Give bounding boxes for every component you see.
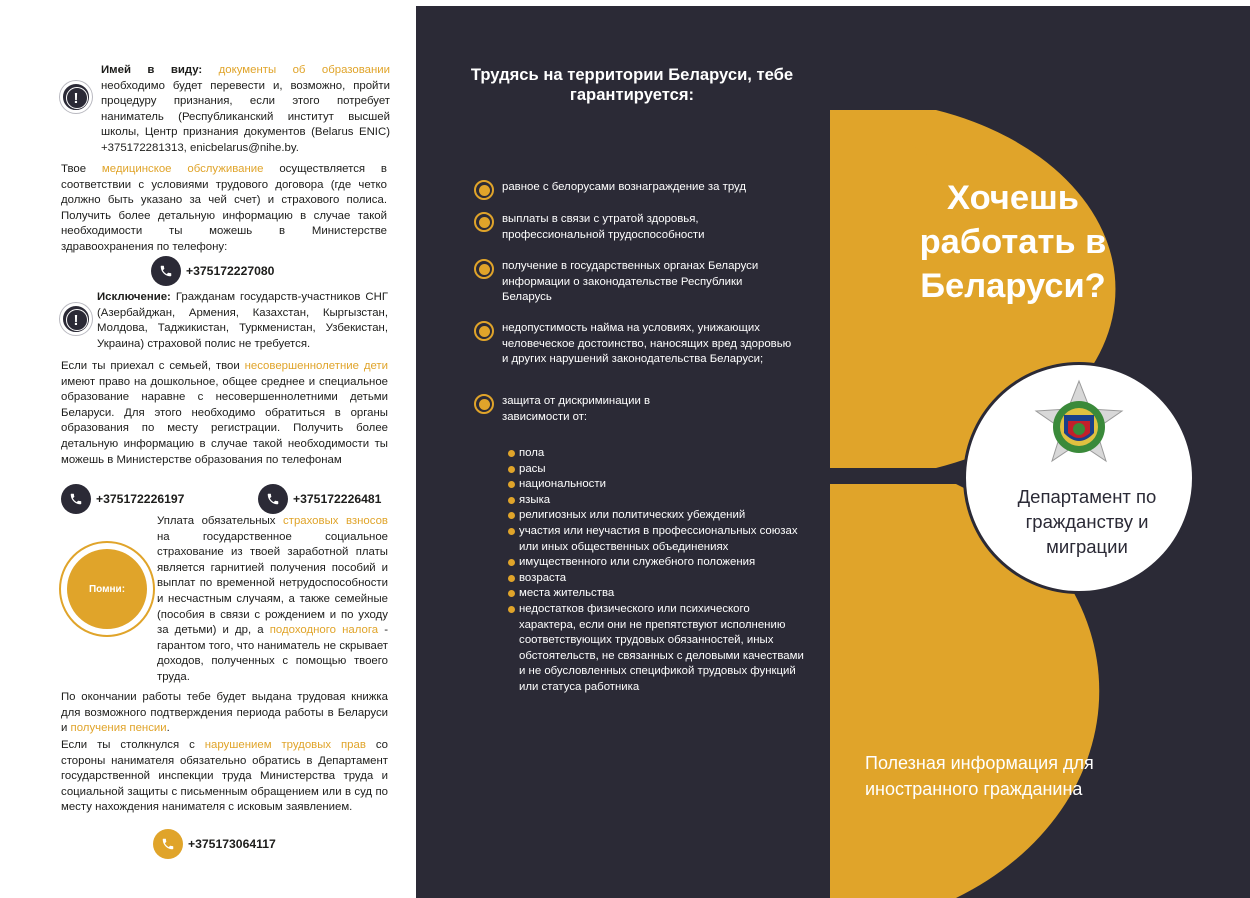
guarantee-text: недопустимость найма на условиях, унижающих человеческое достоинство, наносящих вред здоровью и других нарушений законодательства Беларуси; [502,322,792,366]
department-name: Департамент по гражданству и миграции [1017,486,1157,557]
bullet-dot-icon [508,606,515,613]
list-item-text: участия или неучастия в профессиональных союзах или иных общественных объединениях [519,524,798,553]
list-item-text: расы [519,462,546,475]
insurance-post: - гарантом того, что наниматель не скрывает доходов, полученных с помощью твоего труда. [157,624,388,683]
phone-number: +375173064117 [188,837,276,851]
bullet-ring-icon [474,321,494,341]
cover-title: Хочешь работать в Беларуси? [919,179,1107,305]
insurance-mid: на государственное социальное страхование из твоей заработной платы является гарнитией получения пособий и выплат по временной нетрудоспособности и несчастным случаям, а также семейные (пособия в связи с рождением и по уходу за детьми) и др, а [157,530,388,637]
exception-text: Гражданам государств-участников СНГ (Азербайджан, Армения, Казахстан, Кыргызстан, Молдова, Таджикистан, Туркменистан, Узбекистан, Украина) страховой полис не требуется. [97,291,388,350]
violation-highlight: нарушением трудовых прав [204,739,366,751]
guarantee-item [474,321,792,368]
bullet-ring-icon [474,212,494,232]
violation-paragraph [61,738,388,816]
guarantee-text: защита от дискриминации в зависимости от: [502,395,651,423]
phone-icon [61,484,91,514]
phone-icon [258,484,288,514]
discrimination-list [508,446,808,696]
phone-number: +375172227080 [186,264,275,278]
insurance-highlight-1: страховых взносов [283,515,388,527]
phone-medical[interactable] [151,256,274,286]
list-item-text: места жительства [519,587,615,600]
bullet-ring-icon [474,394,494,414]
medical-paragraph [61,162,387,256]
phone-education-2[interactable] [258,484,381,514]
medical-highlight: медицинское обслуживание [101,163,264,175]
phone-number: +375172226481 [293,492,382,506]
workbook-highlight: получения пенсии [70,722,167,735]
remember-badge [59,541,155,637]
list-item [508,477,808,493]
family-pre: Если ты приехал с семьей, твои [61,360,240,372]
workbook-pre: По окончании работы тебе будет выдана трудовая книжка для возможного подтверждения периода работы в Беларуси и [61,691,388,735]
note-highlight: документы об образовании [218,64,390,76]
exclamation-icon: ! [60,303,92,335]
bullet-dot-icon [508,481,515,488]
violation-text: со стороны нанимателя обязательно обратись в Департамент государственной инспекции труда Министерства труда и социальной защиты с письменным обращением или в суд по месту нахождения нанимателя с исковым заявлением. [61,739,388,814]
list-item [508,571,808,587]
list-item-text: национальности [519,478,606,491]
bullet-dot-icon [508,466,515,473]
family-paragraph [61,359,388,468]
violation-pre: Если ты столкнулся с [61,739,195,751]
right-panel [416,6,1250,898]
bullet-dot-icon [508,450,515,457]
list-item [508,493,808,509]
phone-education-1[interactable] [61,484,184,514]
bullet-ring-icon [474,180,494,200]
note-education [101,63,390,157]
guarantee-text: выплаты в связи с утратой здоровья, профессиональной трудоспособности [502,213,705,241]
cover-subtitle: Полезная информация для иностранного гражданина [865,753,1094,799]
list-item [508,508,808,524]
insurance-paragraph [157,514,388,686]
phone-labor[interactable] [153,829,276,859]
guarantee-item [474,180,792,200]
bullet-dot-icon [508,528,515,535]
exception-lead: Исключение: [97,291,171,303]
workbook-paragraph [61,690,388,737]
bullet-dot-icon [508,590,515,597]
left-panel [0,0,416,898]
guarantee-item [474,212,792,243]
guarantee-item [474,259,792,306]
list-item [508,524,808,555]
list-item-text: пола [519,447,545,459]
list-item-text: имущественного или служебного положения [519,556,756,569]
list-item [508,586,808,602]
phone-number: +375172226197 [96,492,185,506]
exception-paragraph [97,290,388,352]
list-item [508,602,808,696]
middle-title: Трудясь на территории Беларуси, тебе гарантируется: [470,65,794,104]
bullet-dot-icon [508,575,515,582]
bullet-dot-icon [508,559,515,566]
list-item-text: недостатков физического или психического характера, если они не препятствуют исполнению соответствующих трудовых обязанностей, иных обстоятельств, не связанных с деловыми качествами и не обусловленных спецификой трудовых функций или статуса работника [519,602,804,693]
remember-label: Помни: [67,549,147,629]
list-item [508,555,808,571]
list-item [508,462,808,478]
insurance-highlight-2: подоходного налога [269,624,379,637]
bullet-dot-icon [508,512,515,519]
guarantee-text: получение в государственных органах Беларуси информации о законодательстве Республики Беларусь [502,260,759,304]
guarantee-text: равное с белорусами вознаграждение за труд [502,181,746,193]
exclamation-icon: ! [60,81,92,113]
emblem-circle [963,362,1195,594]
note-text: необходимо будет перевести и, возможно, пройти процедуру признания, если этого потребует наниматель (Республиканский институт высшей школы, Центр признания документов (Belarus ENIC) +375172281313, enicbelarus@nihe.by. [101,79,390,154]
insurance-pre: Уплата обязательных [157,515,276,527]
bullet-dot-icon [508,497,515,504]
guarantee-item [474,394,682,425]
list-item-text: религиозных или политических убеждений [519,509,746,522]
list-item-text: возраста [519,571,567,584]
family-text: имеют право на дошкольное, общее среднее и специальное образование наравне с несовершеннолетними детьми Беларуси. Для этого необходимо обратиться в органы образования по месту регистрации. Получить более детальную информацию в случае такой необходимости ты можешь в Министерстве образования по телефонам [61,375,388,466]
phone-icon [151,256,181,286]
emblem-logo [1024,379,1134,479]
bullet-ring-icon [474,259,494,279]
note-lead: Имей в виду: [101,64,203,76]
list-item-text: языка [519,493,551,506]
list-item [508,446,808,462]
family-highlight: несовершеннолетние дети [244,360,389,372]
workbook-post: . [166,722,170,735]
medical-text: осуществляется в соответствии с условиями трудового договора (где четко должно быть указано за чей счет) и страхового полиса. Получить более детальную информацию в случае такой необходимости ты можешь в Министерстве здравоохранения по телефону: [61,163,387,253]
phone-icon [153,829,183,859]
medical-pre: Твое [61,163,87,175]
